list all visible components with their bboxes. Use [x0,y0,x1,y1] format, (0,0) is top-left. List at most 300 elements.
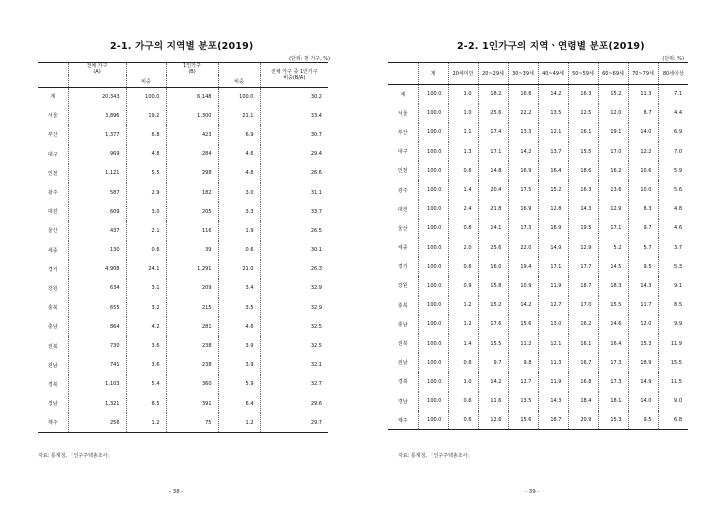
right-cell: 100.0 [418,142,448,161]
left-table-row [38,260,328,279]
right-cell: 17.6 [478,315,508,334]
left-table-row [38,336,328,355]
right-table-row [388,296,688,315]
right-cell: 0.6 [448,411,478,430]
right-cell: 17.3 [598,372,628,391]
right-cell: 1.2 [448,315,478,334]
left-table-row [38,394,328,413]
right-cell: 5.7 [628,238,658,257]
left-header-share1: 비중 [126,63,166,88]
right-table-row [388,219,688,238]
left-page-title: 2-1. 가구의 지역별 분포(2019) [110,41,254,52]
left-header-single: 1인가구 (B) [166,63,218,76]
left-cell-share2: 4.8 [218,164,260,183]
left-cell-single: 360 [166,375,218,394]
right-cell: 16.4 [538,161,568,180]
right-cell: 0.8 [448,353,478,372]
right-cell: 14.9 [538,238,568,257]
right-cell: 14.2 [538,85,568,104]
left-cell-share1: 19.2 [126,106,166,125]
right-table-row [388,372,688,391]
right-cell: 14.2 [508,142,538,161]
left-cell-ratio: 29.6 [260,394,328,413]
left-cell-total: 1,121 [68,164,126,183]
left-row-region: 경남 [47,401,58,408]
right-cell: 14.6 [598,315,628,334]
right-table-row [388,200,688,219]
right-cell: 16.1 [568,123,598,142]
right-table-row [388,334,688,353]
right-cell: 15.8 [478,276,508,295]
right-cell: 17.7 [568,257,598,276]
left-cell-single: 423 [166,125,218,144]
left-cell-ratio: 33.7 [260,202,328,221]
left-cell-share1: 2.1 [126,221,166,240]
left-table-row [38,317,328,336]
right-cell: 100.0 [418,104,448,123]
right-cell: 9.7 [628,219,658,238]
left-cell-ratio: 29.4 [260,145,328,164]
left-cell-share2: 0.6 [218,241,260,260]
right-row-region: 전남 [397,360,408,367]
left-cell-total: 655 [68,298,126,317]
right-cell: 6.8 [658,411,688,430]
right-cell: 2.4 [448,200,478,219]
left-cell-share2: 3.5 [218,298,260,317]
right-row-region: 인천 [397,168,408,175]
right-table-row [388,104,688,123]
right-cell: 100.0 [418,180,448,199]
left-cell-single: 1,291 [166,260,218,279]
left-cell-single: 205 [166,202,218,221]
left-table-row [38,298,328,317]
left-row-region: 경기 [47,266,58,273]
right-row-region: 대구 [397,149,408,156]
right-cell: 1.2 [448,296,478,315]
right-cell: 15.5 [478,334,508,353]
left-cell-total: 730 [68,336,126,355]
right-cell: 100.0 [418,392,448,411]
right-cell: 18.7 [568,276,598,295]
right-cell: 13.5 [508,392,538,411]
left-cell-share2: 3.0 [218,183,260,202]
left-cell-ratio: 26.6 [260,164,328,183]
left-row-region: 울산 [47,228,58,235]
right-cell: 8.5 [658,296,688,315]
left-cell-single: 391 [166,394,218,413]
left-cell-single: 298 [166,164,218,183]
left-cell-share1: 4.2 [126,317,166,336]
right-cell: 0.6 [448,161,478,180]
left-row-region: 전남 [47,362,58,369]
right-cell: 0.8 [448,219,478,238]
left-cell-total: 741 [68,356,126,375]
right-cell: 1.0 [448,104,478,123]
right-cell: 15.6 [508,315,538,334]
right-cell: 100.0 [418,372,448,391]
right-cell: 16.0 [478,257,508,276]
left-cell-total: 969 [68,145,126,164]
right-cell: 12.0 [598,104,628,123]
right-cell: 5.9 [658,161,688,180]
left-cell-share2: 5.9 [218,375,260,394]
right-cell: 4.6 [658,219,688,238]
right-row-region: 울산 [397,225,408,232]
left-cell-ratio: 32.1 [260,356,328,375]
right-cell: 13.5 [538,104,568,123]
right-cell: 100.0 [418,257,448,276]
right-table-row [388,353,688,372]
right-cell: 11.5 [658,372,688,391]
left-cell-single: 39 [166,241,218,260]
right-cell: 100.0 [418,411,448,430]
left-cell-share1: 5.5 [126,164,166,183]
left-cell-share2: 6.4 [218,394,260,413]
left-cell-ratio: 29.7 [260,413,328,432]
right-cell: 1.4 [448,334,478,353]
right-row-region: 강원 [397,283,408,290]
right-cell: 13.0 [538,315,568,334]
right-cell: 1.3 [448,142,478,161]
right-table-row [388,180,688,199]
right-cell: 15.2 [598,85,628,104]
right-cell: 16.9 [538,219,568,238]
left-cell-single: 75 [166,413,218,432]
left-cell-total: 1,321 [68,394,126,413]
left-cell-share2: 21.1 [218,106,260,125]
right-cell: 21.8 [478,200,508,219]
right-cell: 100.0 [418,276,448,295]
left-row-region: 대전 [47,209,58,216]
right-row-region: 충북 [397,302,408,309]
right-cell: 12.9 [568,238,598,257]
right-table-row [388,276,688,295]
right-cell: 17.4 [478,123,508,142]
right-cell: 15.5 [658,353,688,372]
left-row-region: 충남 [47,324,58,331]
right-table-row [388,392,688,411]
right-row-region: 세종 [397,245,408,252]
right-row-region: 광주 [397,187,408,194]
left-row-region: 강원 [47,285,58,292]
right-row-region: 부산 [397,129,408,136]
left-cell-share1: 3.6 [126,336,166,355]
right-table-row [388,85,688,104]
right-cell: 9.8 [508,353,538,372]
left-cell-share2: 3.3 [218,202,260,221]
left-cell-total: 609 [68,202,126,221]
left-cell-total: 587 [68,183,126,202]
right-header-col: 계 [418,63,448,85]
right-table-row [388,161,688,180]
left-cell-single: 281 [166,317,218,336]
left-table-row [38,202,328,221]
right-table-row [388,238,688,257]
right-header-col: 80세이상 [658,63,688,85]
left-cell-share1: 2.9 [126,183,166,202]
right-cell: 17.3 [508,219,538,238]
right-cell: 18.9 [628,353,658,372]
left-source-note: 자료: 통계청, 「인구주택총조사」 [38,453,113,459]
right-cell: 18.1 [598,392,628,411]
left-cell-total: 3,896 [68,106,126,125]
right-cell: 4.8 [658,200,688,219]
right-cell: 10.6 [628,161,658,180]
left-cell-ratio: 26.3 [260,260,328,279]
left-cell-share2: 100.0 [218,87,260,106]
left-cell-total: 130 [68,241,126,260]
right-page [360,0,720,508]
right-cell: 16.9 [508,200,538,219]
left-cell-total: 1,103 [68,375,126,394]
left-row-region: 인천 [47,170,58,177]
right-header-region [388,63,418,85]
right-cell: 17.0 [568,296,598,315]
right-cell: 7.0 [658,142,688,161]
left-cell-ratio: 32.7 [260,375,328,394]
left-cell-single: 116 [166,221,218,240]
right-cell: 10.9 [508,276,538,295]
right-cell: 15.3 [598,411,628,430]
right-cell: 5.2 [598,238,628,257]
right-cell: 100.0 [418,123,448,142]
left-cell-share1: 100.0 [126,87,166,106]
left-table-row [38,241,328,260]
right-page-title: 2-2. 1인가구의 지역ㆍ연령별 분포(2019) [457,41,645,52]
left-cell-ratio: 33.4 [260,106,328,125]
right-cell: 16.1 [568,334,598,353]
left-cell-share2: 1.9 [218,221,260,240]
right-cell: 12.2 [628,142,658,161]
left-cell-single: 238 [166,356,218,375]
right-cell: 17.1 [538,257,568,276]
left-cell-share1: 4.8 [126,145,166,164]
left-cell-share2: 6.9 [218,125,260,144]
right-cell: 100.0 [418,334,448,353]
right-cell: 15.5 [598,296,628,315]
right-source-note: 자료: 통계청, 「인구주택총조사」 [398,453,473,459]
right-cell: 1.0 [448,85,478,104]
right-cell: 17.3 [598,353,628,372]
left-cell-share1: 5.4 [126,375,166,394]
left-header-ratio: 전체 가구 중 1인가구 비중(B/A) [260,63,328,88]
left-cell-total: 4,908 [68,260,126,279]
right-cell: 22.2 [508,104,538,123]
left-cell-share1: 3.1 [126,279,166,298]
right-cell: 15.3 [628,334,658,353]
right-cell: 22.0 [508,238,538,257]
right-cell: 12.9 [598,200,628,219]
right-cell: 19.1 [598,123,628,142]
right-cell: 1.4 [448,180,478,199]
right-unit-label: (단위: %) [662,56,684,62]
left-cell-share1: 3.2 [126,298,166,317]
left-table-row [38,221,328,240]
right-cell: 20.4 [478,180,508,199]
right-cell: 14.1 [478,219,508,238]
left-cell-ratio: 31.1 [260,183,328,202]
right-cell: 12.7 [508,372,538,391]
right-row-region: 경기 [397,264,408,271]
right-cell: 14.0 [628,123,658,142]
left-cell-share1: 24.1 [126,260,166,279]
right-cell: 12.5 [568,104,598,123]
right-cell: 5.6 [658,180,688,199]
right-cell: 18.2 [478,85,508,104]
left-cell-share2: 3.9 [218,356,260,375]
right-table-row [388,257,688,276]
right-cell: 14.0 [628,392,658,411]
right-row-region: 계 [400,91,406,98]
right-cell: 9.9 [658,315,688,334]
right-cell: 20.9 [568,411,598,430]
right-header-col: 40~49세 [538,63,568,85]
right-cell: 25.6 [478,104,508,123]
left-cell-share1: 1.2 [126,413,166,432]
left-cell-share2: 21.0 [218,260,260,279]
left-cell-ratio: 26.5 [260,221,328,240]
left-cell-total: 1,377 [68,125,126,144]
right-header-col: 20세미만 [448,63,478,85]
right-cell: 3.7 [658,238,688,257]
right-cell: 100.0 [418,219,448,238]
left-cell-single: 6,148 [166,87,218,106]
right-page-number: - 39 - [525,489,540,495]
left-cell-single: 284 [166,145,218,164]
right-cell: 13.6 [598,180,628,199]
left-cell-ratio: 32.9 [260,279,328,298]
left-cell-share1: 6.8 [126,125,166,144]
left-cell-share1: 3.0 [126,202,166,221]
right-cell: 100.0 [418,85,448,104]
right-cell: 14.2 [508,296,538,315]
right-cell: 17.0 [598,142,628,161]
right-table-row [388,411,688,430]
right-cell: 16.2 [568,315,598,334]
left-cell-share2: 3.9 [218,336,260,355]
right-cell: 9.5 [628,257,658,276]
right-cell: 9.1 [658,276,688,295]
right-cell: 0.6 [448,392,478,411]
right-cell: 16.8 [568,372,598,391]
right-header-col: 70~79세 [628,63,658,85]
left-table-row [38,413,328,432]
right-header-col: 30~39세 [508,63,538,85]
left-cell-ratio: 30.2 [260,87,328,106]
left-header-region [38,63,68,88]
right-cell: 16.9 [508,161,538,180]
left-cell-single: 238 [166,336,218,355]
right-cell: 16.7 [568,353,598,372]
right-cell: 19.4 [508,257,538,276]
right-table-row [388,315,688,334]
left-cell-share1: 0.6 [126,241,166,260]
right-cell: 14.3 [538,392,568,411]
right-cell: 12.8 [538,200,568,219]
left-cell-single: 215 [166,298,218,317]
right-cell: 14.2 [478,372,508,391]
left-page-number: - 38 - [169,489,184,495]
right-cell: 1.0 [448,372,478,391]
right-cell: 1.1 [448,123,478,142]
left-table-row [38,279,328,298]
right-header-col: 20~29세 [478,63,508,85]
right-cell: 11.7 [628,296,658,315]
right-cell: 2.0 [448,238,478,257]
left-cell-share2: 1.2 [218,413,260,432]
left-row-region: 서울 [47,113,58,120]
left-row-region: 세종 [47,247,58,254]
left-cell-share2: 4.6 [218,317,260,336]
left-row-region: 경북 [47,381,58,388]
left-table [38,62,328,433]
right-cell: 19.5 [568,219,598,238]
left-table-row [38,145,328,164]
left-table-row [38,356,328,375]
left-cell-share2: 3.4 [218,279,260,298]
right-cell: 12.1 [538,334,568,353]
left-cell-ratio: 32.9 [260,298,328,317]
right-cell: 14.5 [598,257,628,276]
right-cell: 11.9 [538,276,568,295]
right-cell: 25.6 [478,238,508,257]
right-row-region: 경남 [397,398,408,405]
right-cell: 18.4 [568,392,598,411]
left-table-row [38,87,328,106]
right-cell: 16.3 [568,180,598,199]
right-cell: 0.9 [448,276,478,295]
left-row-region: 광주 [47,190,58,197]
right-cell: 16.4 [598,334,628,353]
left-cell-single: 209 [166,279,218,298]
right-header-col: 50~59세 [568,63,598,85]
right-cell: 14.8 [478,161,508,180]
left-cell-share2: 4.6 [218,145,260,164]
right-cell: 11.9 [658,334,688,353]
left-cell-share1: 6.5 [126,394,166,413]
right-cell: 13.7 [538,142,568,161]
right-cell: 16.3 [568,85,598,104]
right-cell: 8.3 [628,200,658,219]
left-cell-single: 1,300 [166,106,218,125]
right-cell: 12.1 [538,123,568,142]
left-cell-total: 256 [68,413,126,432]
right-header-col: 60~69세 [598,63,628,85]
right-cell: 100.0 [418,315,448,334]
left-unit-label: (단위: 천 가구, %) [289,56,330,62]
right-cell: 4.4 [658,104,688,123]
left-cell-total: 864 [68,317,126,336]
right-row-region: 충남 [397,321,408,328]
right-cell: 18.6 [568,161,598,180]
left-cell-ratio: 30.7 [260,125,328,144]
left-cell-total: 634 [68,279,126,298]
right-table-row [388,123,688,142]
right-cell: 12.6 [478,411,508,430]
right-row-region: 제주 [388,411,418,430]
right-cell: 100.0 [418,296,448,315]
left-table-row [38,183,328,202]
left-cell-single: 182 [166,183,218,202]
left-cell-share1: 3.6 [126,356,166,375]
right-cell: 11.6 [478,392,508,411]
left-cell-total: 20,343 [68,87,126,106]
left-table-row [38,375,328,394]
right-row-region: 전북 [397,341,408,348]
left-row-region: 충북 [47,305,58,312]
right-cell: 18.3 [598,276,628,295]
left-table-row [38,125,328,144]
